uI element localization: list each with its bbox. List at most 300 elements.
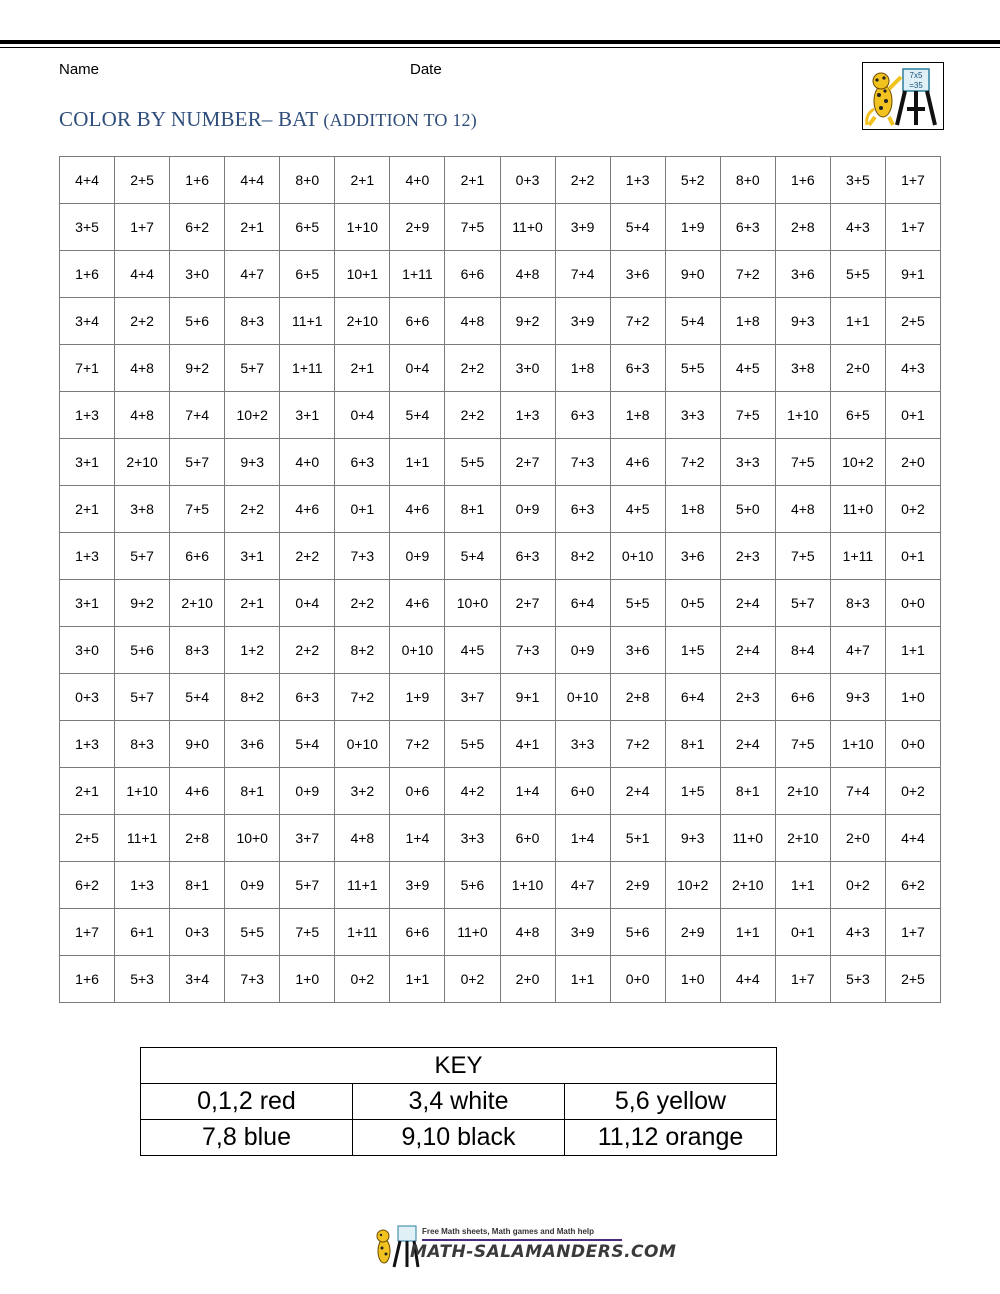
- grid-cell: 1+6: [60, 251, 115, 298]
- grid-cell: 2+7: [500, 439, 555, 486]
- grid-cell: 9+1: [885, 251, 940, 298]
- grid-cell: 2+1: [225, 204, 280, 251]
- grid-cell: 1+1: [775, 862, 830, 909]
- grid-cell: 1+2: [225, 627, 280, 674]
- grid-cell: 7+2: [720, 251, 775, 298]
- grid-cell: 6+6: [390, 909, 445, 956]
- grid-cell: 8+2: [225, 674, 280, 721]
- grid-cell: 1+7: [885, 157, 940, 204]
- page-title: [59, 107, 477, 132]
- grid-cell: 5+4: [390, 392, 445, 439]
- grid-cell: 4+6: [610, 439, 665, 486]
- grid-row: [60, 674, 941, 721]
- grid-cell: 1+6: [775, 157, 830, 204]
- grid-cell: 1+7: [775, 956, 830, 1003]
- grid-cell: 0+3: [60, 674, 115, 721]
- grid-cell: 10+1: [335, 251, 390, 298]
- footer-divider: [422, 1239, 622, 1241]
- grid-cell: 4+6: [170, 768, 225, 815]
- grid-cell: 1+10: [830, 721, 885, 768]
- grid-cell: 4+8: [445, 298, 500, 345]
- grid-cell: 0+1: [885, 533, 940, 580]
- grid-row: [60, 486, 941, 533]
- grid-cell: 8+1: [170, 862, 225, 909]
- grid-cell: 4+7: [555, 862, 610, 909]
- key-entry: 3,4 white: [353, 1084, 565, 1120]
- grid-cell: 7+2: [390, 721, 445, 768]
- grid-cell: 3+0: [170, 251, 225, 298]
- grid-cell: 6+4: [555, 580, 610, 627]
- grid-cell: 1+6: [60, 956, 115, 1003]
- grid-cell: 2+0: [500, 956, 555, 1003]
- grid-row: [60, 768, 941, 815]
- grid-cell: 2+5: [60, 815, 115, 862]
- grid-cell: 11+0: [720, 815, 775, 862]
- grid-cell: 5+7: [225, 345, 280, 392]
- logo-text-bottom: =35: [909, 81, 923, 90]
- grid-cell: 0+10: [335, 721, 390, 768]
- grid-cell: 1+0: [665, 956, 720, 1003]
- grid-cell: 3+4: [60, 298, 115, 345]
- grid-cell: 1+10: [500, 862, 555, 909]
- grid-cell: 3+7: [445, 674, 500, 721]
- grid-cell: 5+6: [170, 298, 225, 345]
- grid-cell: 0+2: [830, 862, 885, 909]
- grid-cell: 4+0: [280, 439, 335, 486]
- grid-cell: 7+3: [335, 533, 390, 580]
- grid-cell: 8+3: [170, 627, 225, 674]
- grid-cell: 3+9: [555, 909, 610, 956]
- grid-cell: 9+1: [500, 674, 555, 721]
- grid-cell: 7+4: [555, 251, 610, 298]
- grid-cell: 2+9: [390, 204, 445, 251]
- grid-cell: 1+1: [885, 627, 940, 674]
- grid-row: [60, 627, 941, 674]
- grid-cell: 1+5: [665, 768, 720, 815]
- grid-cell: 7+1: [60, 345, 115, 392]
- grid-cell: 0+6: [390, 768, 445, 815]
- grid-cell: 1+7: [115, 204, 170, 251]
- grid-cell: 3+3: [555, 721, 610, 768]
- grid-cell: 4+1: [500, 721, 555, 768]
- grid-row: [60, 204, 941, 251]
- grid-cell: 3+3: [720, 439, 775, 486]
- grid-cell: 2+8: [610, 674, 665, 721]
- grid-cell: 2+1: [60, 486, 115, 533]
- grid-cell: 1+11: [335, 909, 390, 956]
- grid-cell: 2+7: [500, 580, 555, 627]
- grid-cell: 2+9: [665, 909, 720, 956]
- grid-cell: 4+8: [115, 392, 170, 439]
- key-title: KEY: [141, 1048, 777, 1084]
- grid-cell: 10+0: [225, 815, 280, 862]
- grid-cell: 2+1: [335, 157, 390, 204]
- grid-cell: 5+5: [225, 909, 280, 956]
- grid-cell: 0+2: [885, 486, 940, 533]
- grid-cell: 4+6: [280, 486, 335, 533]
- grid-cell: 3+6: [610, 251, 665, 298]
- grid-cell: 1+4: [390, 815, 445, 862]
- grid-cell: 1+10: [775, 392, 830, 439]
- grid-cell: 6+3: [610, 345, 665, 392]
- grid-cell: 8+1: [445, 486, 500, 533]
- grid-cell: 0+10: [390, 627, 445, 674]
- grid-cell: 7+5: [280, 909, 335, 956]
- key-row: [141, 1120, 777, 1156]
- grid-cell: 6+0: [555, 768, 610, 815]
- grid-cell: 8+4: [775, 627, 830, 674]
- grid-cell: 9+3: [775, 298, 830, 345]
- grid-cell: 9+3: [225, 439, 280, 486]
- grid-cell: 3+3: [665, 392, 720, 439]
- grid-cell: 1+8: [720, 298, 775, 345]
- grid-cell: 1+7: [885, 204, 940, 251]
- grid-cell: 6+5: [830, 392, 885, 439]
- grid-cell: 2+8: [170, 815, 225, 862]
- grid-cell: 6+1: [115, 909, 170, 956]
- grid-cell: 7+2: [610, 721, 665, 768]
- grid-cell: 2+0: [830, 345, 885, 392]
- grid-cell: 3+6: [775, 251, 830, 298]
- grid-cell: 8+0: [280, 157, 335, 204]
- grid-cell: 4+8: [335, 815, 390, 862]
- grid-cell: 2+1: [225, 580, 280, 627]
- salamander-teacher-icon: [863, 63, 943, 129]
- grid-cell: 7+5: [775, 533, 830, 580]
- grid-cell: 1+10: [335, 204, 390, 251]
- date-label: Date: [410, 61, 442, 78]
- grid-cell: 5+7: [170, 439, 225, 486]
- grid-cell: 6+3: [280, 674, 335, 721]
- grid-cell: 6+4: [665, 674, 720, 721]
- grid-cell: 3+0: [60, 627, 115, 674]
- grid-cell: 1+8: [610, 392, 665, 439]
- grid-cell: 2+0: [830, 815, 885, 862]
- grid-cell: 2+9: [610, 862, 665, 909]
- grid-row: [60, 345, 941, 392]
- title-subtitle: (ADDITION TO 12): [323, 110, 477, 130]
- color-key: [140, 1047, 777, 1156]
- grid-cell: 7+3: [225, 956, 280, 1003]
- grid-cell: 2+2: [280, 627, 335, 674]
- key-entry: 5,6 yellow: [565, 1084, 777, 1120]
- grid-cell: 0+2: [885, 768, 940, 815]
- grid-cell: 0+0: [610, 956, 665, 1003]
- grid-cell: 5+0: [720, 486, 775, 533]
- grid-cell: 3+4: [170, 956, 225, 1003]
- grid-cell: 1+1: [830, 298, 885, 345]
- grid-cell: 4+4: [60, 157, 115, 204]
- grid-cell: 4+7: [225, 251, 280, 298]
- grid-cell: 4+4: [720, 956, 775, 1003]
- grid-cell: 2+3: [720, 533, 775, 580]
- grid-cell: 8+2: [335, 627, 390, 674]
- grid-cell: 4+6: [390, 486, 445, 533]
- grid-cell: 3+9: [390, 862, 445, 909]
- grid-cell: 6+3: [500, 533, 555, 580]
- grid-cell: 8+1: [665, 721, 720, 768]
- grid-cell: 5+5: [445, 439, 500, 486]
- grid-cell: 5+7: [115, 674, 170, 721]
- grid-cell: 2+2: [225, 486, 280, 533]
- grid-cell: 1+9: [390, 674, 445, 721]
- grid-row: [60, 157, 941, 204]
- key-entry: 7,8 blue: [141, 1120, 353, 1156]
- grid-cell: 6+3: [335, 439, 390, 486]
- grid-cell: 5+5: [665, 345, 720, 392]
- grid-cell: 1+11: [280, 345, 335, 392]
- grid-cell: 3+8: [775, 345, 830, 392]
- grid-cell: 4+8: [500, 909, 555, 956]
- grid-cell: 7+5: [720, 392, 775, 439]
- grid-row: [60, 439, 941, 486]
- grid-cell: 1+5: [665, 627, 720, 674]
- logo-text-top: 7x5: [909, 71, 923, 80]
- grid-cell: 2+10: [720, 862, 775, 909]
- grid-cell: 2+5: [885, 956, 940, 1003]
- grid-cell: 0+9: [500, 486, 555, 533]
- grid-cell: 2+1: [335, 345, 390, 392]
- grid-cell: 5+5: [830, 251, 885, 298]
- grid-cell: 5+4: [610, 204, 665, 251]
- grid-cell: 0+1: [775, 909, 830, 956]
- grid-cell: 3+8: [115, 486, 170, 533]
- grid-cell: 5+5: [610, 580, 665, 627]
- grid-cell: 5+4: [280, 721, 335, 768]
- grid-cell: 1+7: [60, 909, 115, 956]
- grid-cell: 2+10: [170, 580, 225, 627]
- grid-cell: 0+0: [885, 580, 940, 627]
- grid-row: [60, 815, 941, 862]
- grid-cell: 5+6: [445, 862, 500, 909]
- salamander-logo: [862, 62, 944, 130]
- grid-cell: 4+4: [115, 251, 170, 298]
- grid-cell: 7+3: [555, 439, 610, 486]
- grid-cell: 10+2: [225, 392, 280, 439]
- grid-cell: 10+2: [665, 862, 720, 909]
- grid-cell: 1+6: [170, 157, 225, 204]
- grid-cell: 5+4: [665, 298, 720, 345]
- grid-cell: 8+0: [720, 157, 775, 204]
- grid-cell: 5+6: [115, 627, 170, 674]
- grid-cell: 3+6: [665, 533, 720, 580]
- grid-row: [60, 251, 941, 298]
- grid-cell: 4+5: [610, 486, 665, 533]
- grid-cell: 1+8: [665, 486, 720, 533]
- grid-cell: 0+4: [280, 580, 335, 627]
- grid-cell: 0+1: [885, 392, 940, 439]
- grid-row: [60, 580, 941, 627]
- grid-cell: 8+1: [225, 768, 280, 815]
- grid-cell: 0+4: [335, 392, 390, 439]
- key-row: [141, 1084, 777, 1120]
- grid-cell: 4+3: [830, 909, 885, 956]
- grid-cell: 5+1: [610, 815, 665, 862]
- key-entry: 0,1,2 red: [141, 1084, 353, 1120]
- grid-cell: 7+4: [830, 768, 885, 815]
- grid-row: [60, 298, 941, 345]
- grid-cell: 1+11: [390, 251, 445, 298]
- grid-cell: 5+7: [280, 862, 335, 909]
- grid-cell: 5+5: [445, 721, 500, 768]
- grid-cell: 3+6: [225, 721, 280, 768]
- grid-cell: 3+6: [610, 627, 665, 674]
- grid-cell: 11+0: [830, 486, 885, 533]
- grid-cell: 4+4: [225, 157, 280, 204]
- color-by-number-grid: [59, 156, 941, 1003]
- grid-cell: 9+2: [115, 580, 170, 627]
- grid-cell: 6+0: [500, 815, 555, 862]
- grid-cell: 5+4: [170, 674, 225, 721]
- grid-cell: 4+7: [830, 627, 885, 674]
- grid-cell: 8+3: [830, 580, 885, 627]
- grid-cell: 6+5: [280, 204, 335, 251]
- grid-cell: 7+5: [170, 486, 225, 533]
- grid-cell: 1+1: [390, 439, 445, 486]
- grid-cell: 5+4: [445, 533, 500, 580]
- grid-cell: 3+1: [280, 392, 335, 439]
- grid-cell: 1+4: [500, 768, 555, 815]
- grid-cell: 6+3: [555, 392, 610, 439]
- grid-cell: 11+0: [500, 204, 555, 251]
- grid-cell: 0+10: [555, 674, 610, 721]
- grid-cell: 6+2: [170, 204, 225, 251]
- grid-cell: 10+0: [445, 580, 500, 627]
- grid-cell: 4+5: [720, 345, 775, 392]
- grid-cell: 10+2: [830, 439, 885, 486]
- grid-cell: 7+2: [665, 439, 720, 486]
- grid-cell: 0+2: [445, 956, 500, 1003]
- grid-cell: 4+8: [775, 486, 830, 533]
- grid-cell: 4+8: [500, 251, 555, 298]
- grid-cell: 7+2: [610, 298, 665, 345]
- grid-cell: 6+6: [390, 298, 445, 345]
- grid-cell: 9+2: [170, 345, 225, 392]
- grid-cell: 0+9: [225, 862, 280, 909]
- grid-cell: 1+1: [390, 956, 445, 1003]
- grid-cell: 2+2: [445, 345, 500, 392]
- grid-cell: 7+3: [500, 627, 555, 674]
- grid-row: [60, 956, 941, 1003]
- grid-cell: 6+3: [720, 204, 775, 251]
- grid-cell: 6+5: [280, 251, 335, 298]
- grid-cell: 3+3: [445, 815, 500, 862]
- grid-cell: 1+3: [60, 721, 115, 768]
- grid-cell: 11+1: [335, 862, 390, 909]
- grid-row: [60, 721, 941, 768]
- grid-cell: 1+7: [885, 909, 940, 956]
- grid-cell: 2+10: [775, 815, 830, 862]
- grid-cell: 0+3: [170, 909, 225, 956]
- grid-cell: 2+10: [115, 439, 170, 486]
- grid-cell: 1+3: [610, 157, 665, 204]
- grid-row: [60, 533, 941, 580]
- footer-brand: MATH-SALAMANDERS.COM: [410, 1242, 677, 1262]
- grid-cell: 8+3: [115, 721, 170, 768]
- footer-tagline: Free Math sheets, Math games and Math help: [422, 1227, 595, 1236]
- grid-cell: 2+4: [720, 627, 775, 674]
- grid-cell: 2+5: [885, 298, 940, 345]
- grid-cell: 8+3: [225, 298, 280, 345]
- grid-cell: 7+5: [775, 721, 830, 768]
- grid-cell: 5+7: [775, 580, 830, 627]
- grid-cell: 2+2: [445, 392, 500, 439]
- grid-cell: 0+9: [280, 768, 335, 815]
- grid-cell: 1+11: [830, 533, 885, 580]
- grid-row: [60, 392, 941, 439]
- grid-row: [60, 909, 941, 956]
- grid-cell: 9+3: [665, 815, 720, 862]
- grid-cell: 9+3: [830, 674, 885, 721]
- grid-cell: 3+1: [225, 533, 280, 580]
- grid-cell: 2+3: [720, 674, 775, 721]
- grid-cell: 2+2: [335, 580, 390, 627]
- grid-cell: 1+3: [115, 862, 170, 909]
- grid-cell: 7+5: [775, 439, 830, 486]
- grid-cell: 7+5: [445, 204, 500, 251]
- grid-cell: 11+1: [115, 815, 170, 862]
- grid-cell: 8+2: [555, 533, 610, 580]
- grid-cell: 0+0: [885, 721, 940, 768]
- grid-cell: 2+1: [445, 157, 500, 204]
- grid-cell: 2+5: [115, 157, 170, 204]
- grid-cell: 4+8: [115, 345, 170, 392]
- header-rule-thick: [0, 40, 1000, 44]
- grid-cell: 3+2: [335, 768, 390, 815]
- grid-cell: 6+6: [775, 674, 830, 721]
- grid-cell: 0+2: [335, 956, 390, 1003]
- grid-cell: 11+1: [280, 298, 335, 345]
- grid-cell: 1+3: [60, 533, 115, 580]
- grid-cell: 7+2: [335, 674, 390, 721]
- grid-cell: 3+0: [500, 345, 555, 392]
- grid-cell: 1+9: [665, 204, 720, 251]
- grid-cell: 5+2: [665, 157, 720, 204]
- title-main: COLOR BY NUMBER– BAT: [59, 107, 318, 131]
- grid-cell: 2+2: [555, 157, 610, 204]
- grid-cell: 5+7: [115, 533, 170, 580]
- grid-cell: 6+6: [445, 251, 500, 298]
- grid-cell: 6+2: [885, 862, 940, 909]
- grid-cell: 3+1: [60, 580, 115, 627]
- grid-cell: 2+0: [885, 439, 940, 486]
- grid-cell: 3+5: [60, 204, 115, 251]
- key-entry: 11,12 orange: [565, 1120, 777, 1156]
- grid-cell: 0+3: [500, 157, 555, 204]
- grid-cell: 6+6: [170, 533, 225, 580]
- grid-cell: 1+0: [885, 674, 940, 721]
- grid-cell: 0+5: [665, 580, 720, 627]
- grid-cell: 2+4: [610, 768, 665, 815]
- grid-cell: 5+3: [830, 956, 885, 1003]
- grid-cell: 3+5: [830, 157, 885, 204]
- grid-cell: 4+5: [445, 627, 500, 674]
- grid-cell: 0+10: [610, 533, 665, 580]
- grid-cell: 1+8: [555, 345, 610, 392]
- grid-cell: 6+3: [555, 486, 610, 533]
- grid-row: [60, 862, 941, 909]
- grid-cell: 0+9: [390, 533, 445, 580]
- grid-cell: 4+3: [885, 345, 940, 392]
- grid-cell: 11+0: [445, 909, 500, 956]
- grid-cell: 3+9: [555, 204, 610, 251]
- header-rule-thin: [0, 47, 1000, 48]
- grid-cell: 4+2: [445, 768, 500, 815]
- grid-cell: 4+0: [390, 157, 445, 204]
- grid-cell: 5+3: [115, 956, 170, 1003]
- grid-cell: 2+1: [60, 768, 115, 815]
- grid-cell: 5+6: [610, 909, 665, 956]
